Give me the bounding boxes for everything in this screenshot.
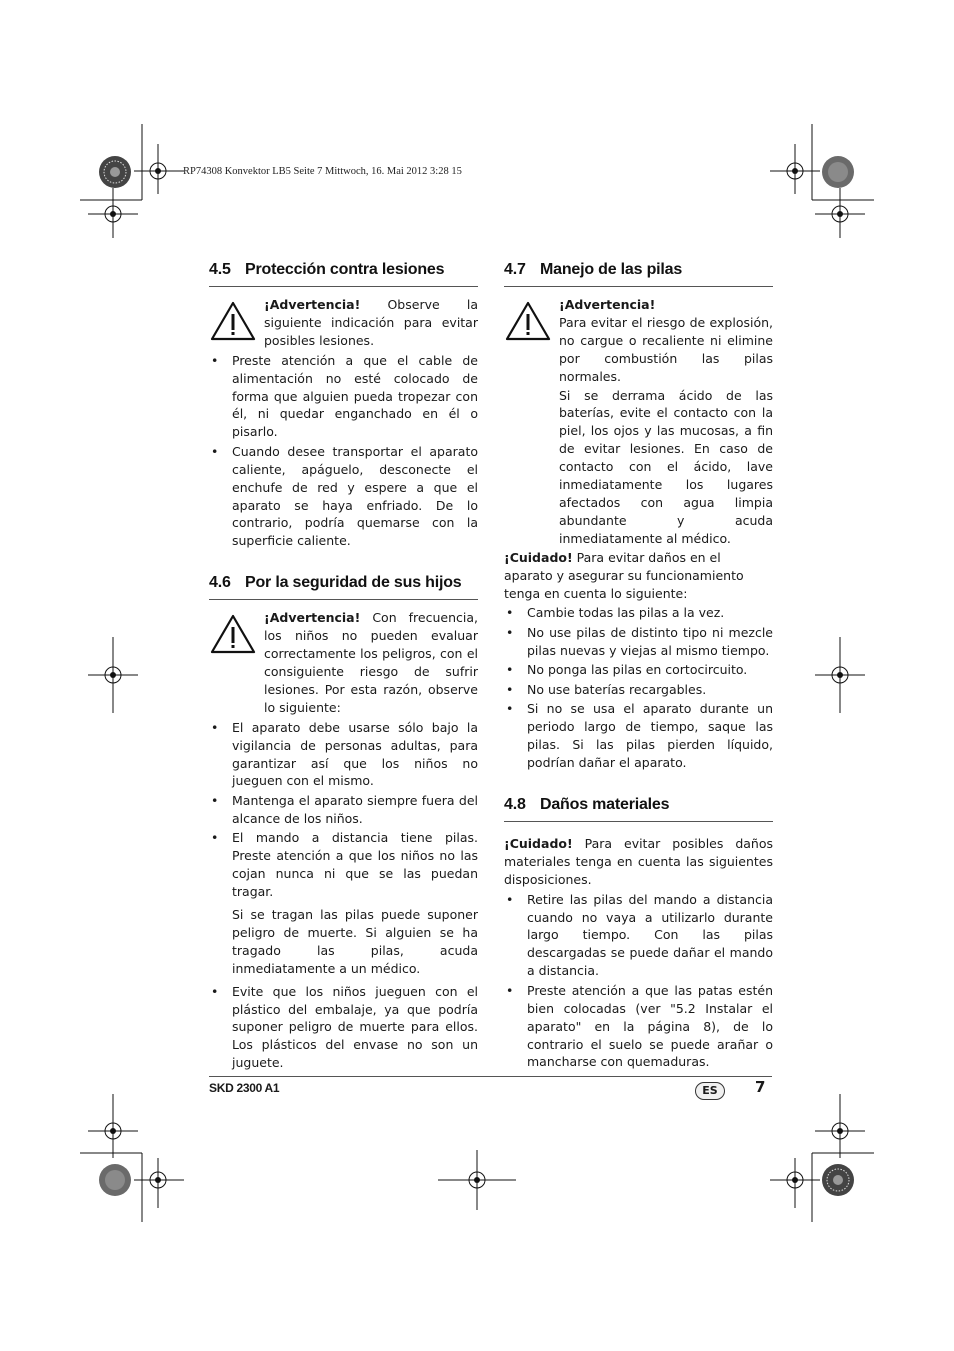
warning-block bbox=[209, 296, 478, 350]
list-item: • Cambie todas las pilas a la vez. bbox=[504, 604, 773, 622]
section-heading-4-7: 4.7 Manejo de las pilas bbox=[504, 256, 773, 287]
warning-text: ¡Advertencia! Observe la siguiente indicación para evitar posibles lesiones. bbox=[264, 297, 478, 348]
list-item: • Evite que los niños jueguen con el plástico del embalaje, ya que podría suponer peligro de muerte para ellos. Los plásticos del envase no son un juguete. bbox=[209, 983, 478, 1073]
list-item: • Mantenga el aparato siempre fuera del alcance de los niños. bbox=[209, 792, 478, 828]
page-number: 7 bbox=[755, 1078, 766, 1096]
warning-text: Para evitar el riesgo de explosión, no cargue o recaliente ni elimine por combustión las pilas normales. bbox=[559, 314, 773, 384]
right-column bbox=[504, 256, 773, 1073]
warning-triangle-icon bbox=[210, 614, 256, 654]
bullet-list bbox=[209, 719, 478, 1072]
section-heading-4-8: 4.8 Daños materiales bbox=[504, 791, 773, 822]
list-item: • El aparato debe usarse sólo bajo la vigilancia de personas adultas, para garantizar así que los niños no jueguen con el mismo. bbox=[209, 719, 478, 791]
print-slug: RP74308 Konvektor LB5 Seite 7 Mittwoch, 16. Mai 2012 3:28 15 bbox=[183, 166, 462, 177]
list-item: • Preste atención a que las patas estén bien colocadas (ver "5.2 Instalar el aparato" en la página 8), de lo contrario el suelo se puede arañar o mancharse con quemaduras. bbox=[504, 982, 773, 1072]
list-item: • Preste atención a que el cable de alimentación no esté colocado de forma que alguien pueda tropezar con él, ni quedar enganchado en él o pisarlo. bbox=[209, 352, 478, 442]
list-item: • Retire las pilas del mando a distancia cuando no vaya a utilizarlo durante largo tiempo. Con las pilas descargadas se puede dañar el mando a distancia. bbox=[504, 891, 773, 981]
list-item: • Cuando desee transportar el aparato caliente, apáguelo, desconecte el enchufe de red y espere a que el aparato se haya enfriado. De lo contrario, podría quemarse con la superficie caliente. bbox=[209, 443, 478, 550]
caution-text: ¡Cuidado! Para evitar daños en el aparato y asegurar su funcionamiento tenga en cuenta lo siguiente: bbox=[504, 549, 744, 601]
warning-block bbox=[504, 296, 773, 548]
warning-label: ¡Advertencia! bbox=[559, 297, 656, 312]
warning-triangle-icon bbox=[210, 301, 256, 341]
page-footer bbox=[209, 1076, 772, 1107]
list-item: • Si no se usa el aparato durante un periodo largo de tiempo, saque las pilas. Si las pilas pierden líquido, podrían dañar el aparato. bbox=[504, 700, 773, 772]
list-item-note: Si se tragan las pilas puede suponer peligro de muerte. Si alguien se ha tragado las pilas, acuda inmediatamente a un médico. bbox=[232, 906, 478, 976]
left-column bbox=[209, 256, 478, 1074]
warning-triangle-icon bbox=[505, 301, 551, 341]
list-item: • No use pilas de distinto tipo ni mezcle pilas nuevas y viejas al mismo tiempo. bbox=[504, 624, 773, 660]
bullet-list bbox=[209, 352, 478, 551]
bullet-list bbox=[504, 604, 773, 772]
list-item: • No use baterías recargables. bbox=[504, 681, 773, 699]
list-item: • El mando a distancia tiene pilas. Preste atención a que los niños no las cojan nunca ni que se las puedan tragar. Si se tragan las pilas puede suponer peligro de muerte. Si alguien se ha tragado las pilas, acuda inmediatamente a un médico. bbox=[209, 829, 478, 977]
model-number: SKD 2300 A1 bbox=[209, 1081, 280, 1095]
warning-text: Si se derrama ácido de las baterías, evite el contacto con la piel, los ojos y las mucosas, a fin de evitar lesiones. En caso de contacto con el ácido, lave inmediatamente los lugares afectados con agua limpia abundante y acuda inmediatamente al médico. bbox=[559, 387, 773, 546]
warning-text: ¡Advertencia! Con frecuencia, los niños no pueden evaluar correctamente los peligros, con el consiguiente riesgo de sufrir lesiones. Por esta razón, observe lo siguiente: bbox=[264, 610, 478, 715]
section-heading-4-6: 4.6 Por la seguridad de sus hijos bbox=[209, 569, 478, 600]
section-heading-4-5: 4.5 Protección contra lesiones bbox=[209, 256, 478, 287]
bullet-list bbox=[504, 891, 773, 1072]
list-item: • No ponga las pilas en cortocircuito. bbox=[504, 661, 773, 679]
language-badge: ES bbox=[695, 1082, 725, 1100]
warning-block bbox=[209, 609, 478, 716]
caution-text: ¡Cuidado! Para evitar posibles daños materiales tenga en cuenta las siguientes disposiciones. bbox=[504, 835, 773, 887]
